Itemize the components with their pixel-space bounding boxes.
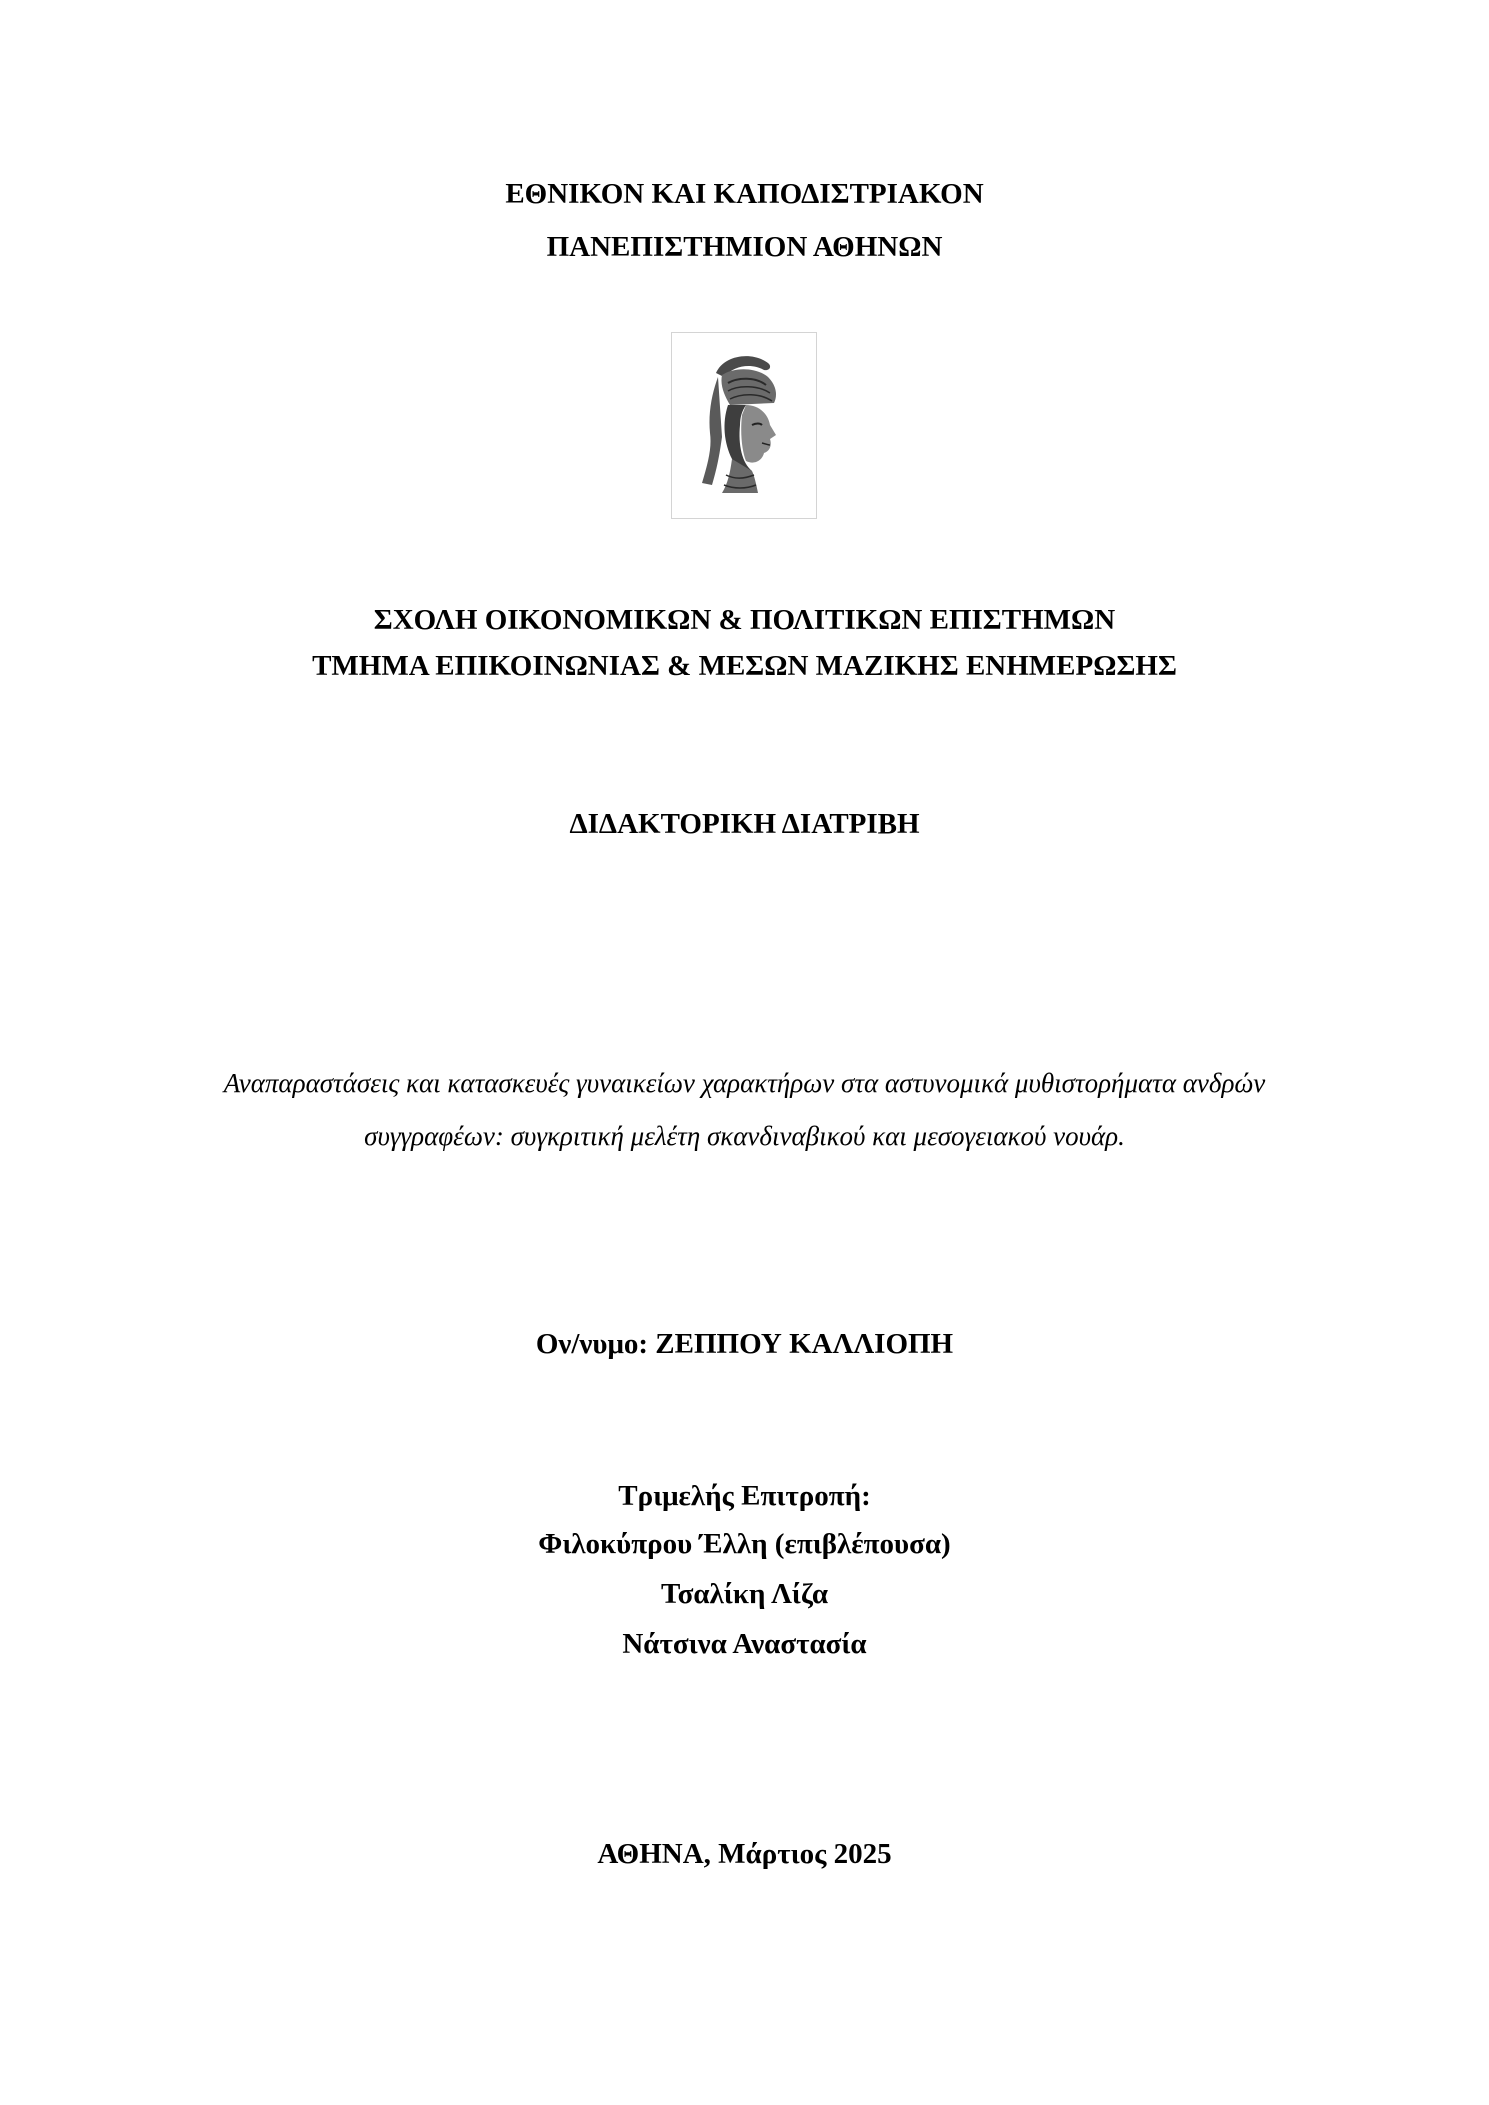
school-name-line-1: ΣΧΟΛΗ ΟΙΚΟΝΟΜΙΚΩΝ & ΠΟΛΙΤΙΚΩΝ ΕΠΙΣΤΗΜΩΝ [373,604,1116,636]
place-and-date: ΑΘΗΝΑ, Μάρτιος 2025 [597,1838,892,1870]
committee-member: Τσαλίκη Λίζα [660,1578,829,1610]
university-name-line-2: ΠΑΝΕΠΙΣΤΗΜΙΟΝ ΑΘΗΝΩΝ [546,231,943,263]
thesis-title-line-2: συγγραφέων: συγκριτική μελέτη σκανδιναβικού και μεσογειακού νουάρ. [364,1121,1125,1151]
athena-head-emblem-icon [672,333,818,520]
thesis-title-line-1: Αναπαραστάσεις και κατασκευές γυναικείων χαρακτήρων στα αστυνομικά μυθιστορήματα ανδρών [223,1068,1266,1098]
university-emblem [671,332,817,519]
committee-member: Νάτσινα Αναστασία [622,1628,867,1660]
department-name-line-2: ΤΜΗΜΑ ΕΠΙΚΟΙΝΩΝΙΑΣ & ΜΕΣΩΝ ΜΑΖΙΚΗΣ ΕΝΗΜΕΡΩΣΗΣ [312,650,1177,682]
author-name: Ον/νυμο: ΖΕΠΠΟΥ ΚΑΛΛΙΟΠΗ [535,1328,954,1360]
document-type: ΔΙΔΑΚΤΟΡΙΚΗ ΔΙΑΤΡΙΒΗ [569,808,920,840]
university-name-line-1: ΕΘΝΙΚΟΝ ΚΑΙ ΚΑΠΟΔΙΣΤΡΙΑΚΟΝ [505,178,984,210]
committee-member: Φιλοκύπρου Έλλη (επιβλέπουσα) [538,1528,951,1560]
committee-heading: Τριμελής Επιτροπή: [618,1480,871,1512]
